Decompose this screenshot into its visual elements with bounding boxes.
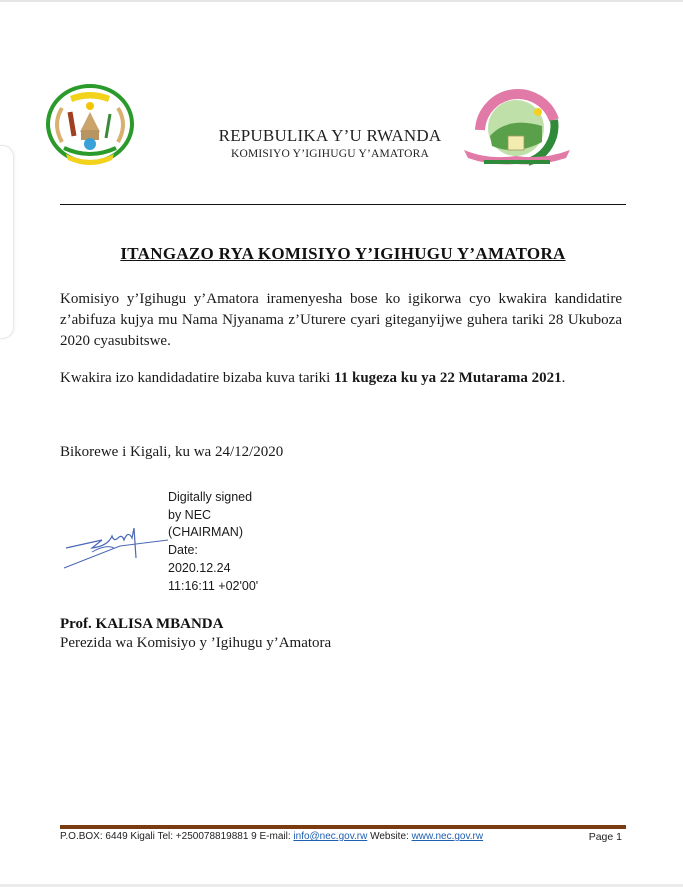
signer-role: Perezida wa Komisiyo y ’Igihugu y’Amatora (60, 635, 332, 651)
signature-line: Date: (168, 543, 198, 558)
signature-line: (CHAIRMAN) (168, 525, 243, 540)
signature-line: Digitally signed (168, 490, 253, 504)
footer-website-link[interactable]: www.nec.gov.rw (411, 831, 484, 842)
coat-of-arms-emblem (40, 82, 140, 172)
announcement-paragraph-1: Komisiyo y’Igihugu y’Amatora iramenyesha bose ko igikorwa cyo kwakira kandidatire z’abifuza kujya mu Nama Njyanama z’Uturere cyari giteganyijwe guhera tariki 28 Ukuboza 2020 cyasubitswe. (60, 291, 622, 349)
paragraph-2-end: . (561, 370, 566, 386)
letterhead (150, 126, 510, 160)
signer-name: Prof. KALISA MBANDA (60, 616, 224, 632)
place-and-date: Bikorewe i Kigali, ku wa 24/12/2020 (60, 444, 284, 460)
page-number: Page 1 (588, 831, 622, 843)
announcement-paragraph-2 (60, 368, 622, 389)
signature-line: by NEC (168, 507, 212, 522)
side-panel-handle[interactable] (0, 145, 14, 339)
footer-website-label: Website: (367, 831, 412, 842)
footer-divider (60, 825, 626, 829)
letterhead-title: REPUBULIKA Y’U RWANDA (218, 126, 442, 145)
letterhead-subtitle: KOMISIYO Y’IGIHUGU Y’AMATORA (230, 148, 430, 160)
digital-signature-block[interactable] (168, 489, 258, 595)
page-footer (60, 831, 626, 842)
footer-email-link[interactable]: info@nec.gov.rw (293, 831, 368, 842)
page-top-edge (0, 0, 683, 2)
handwritten-signature (62, 518, 170, 574)
paragraph-2-dates: 11 kugeza ku ya 22 Mutarama 2021 (334, 370, 562, 386)
footer-address: P.O.BOX: 6449 Kigali Tel: +250078819881 9 E-mail: (60, 831, 294, 842)
signature-date: 2020.12.24 (168, 560, 231, 575)
announcement-title: ITANGAZO RYA KOMISIYO Y’IGIHUGU Y’AMATORA (120, 244, 566, 263)
paragraph-2-text: Kwakira izo kandidadatire bizaba kuva tariki (60, 370, 335, 386)
signature-time: 11:16:11 +02'00' (168, 578, 259, 593)
header-divider (60, 204, 626, 205)
